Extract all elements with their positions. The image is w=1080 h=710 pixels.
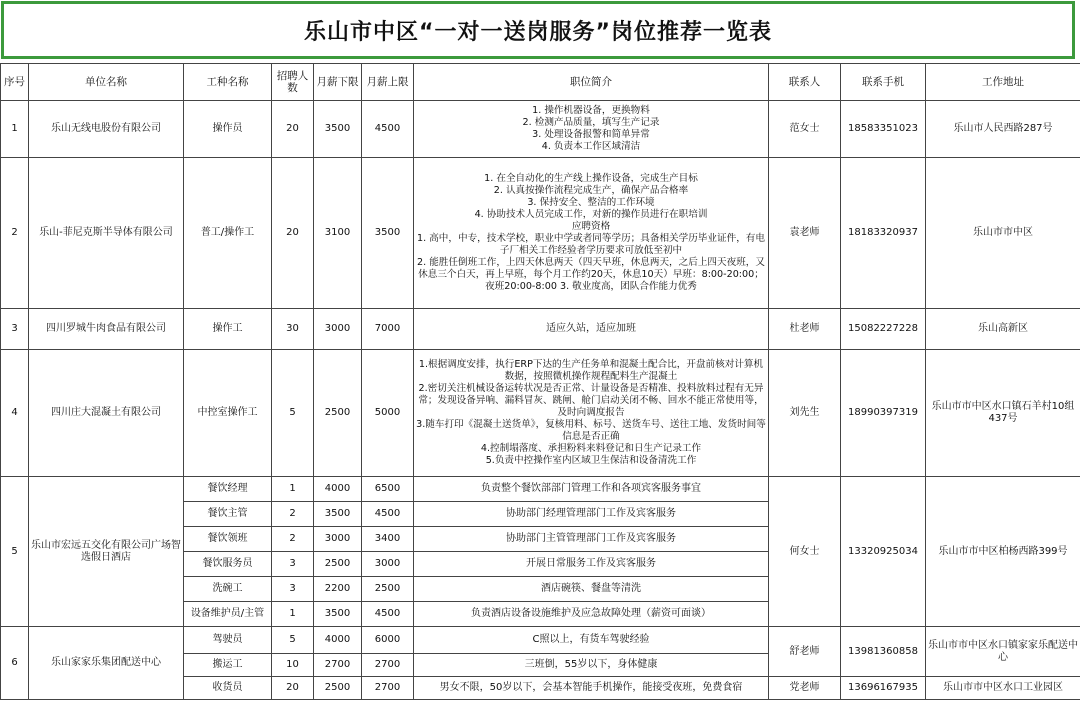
cell-salary-high[interactable]: 4500	[362, 602, 414, 627]
header-job[interactable]: 工种名称	[184, 64, 272, 101]
cell-count[interactable]: 1	[272, 602, 314, 627]
cell-salary-high[interactable]: 2700	[362, 654, 414, 677]
table-row	[1, 158, 1080, 309]
cell-company[interactable]: 乐山无线电股份有限公司	[29, 101, 184, 158]
cell-salary-low[interactable]: 3100	[314, 158, 362, 309]
cell-contact[interactable]: 袁老师	[769, 158, 841, 309]
cell-address[interactable]: 乐山市市中区	[926, 158, 1080, 309]
cell-desc[interactable]	[414, 350, 769, 477]
cell-company[interactable]: 乐山市宏远五交化有限公司广场智选假日酒店	[29, 477, 184, 627]
cell-job[interactable]: 设备维护员/主管	[184, 602, 272, 627]
cell-job[interactable]: 餐饮经理	[184, 477, 272, 502]
page-title: 乐山市中区“一对一送岗服务”岗位推荐一览表	[304, 19, 772, 45]
cell-address[interactable]: 乐山市市中区柏杨西路399号	[926, 477, 1080, 627]
header-address[interactable]: 工作地址	[926, 64, 1080, 101]
cell-salary-high[interactable]: 4500	[362, 502, 414, 527]
cell-desc[interactable]: 男女不限，50岁以下，会基本智能手机操作，能接受夜班，免费食宿	[414, 677, 769, 700]
desc-line: 2.密切关注机械设备运转状况是否正常、计量设备是否精准、投料放料过程有无异常；发现设备异响、漏料冒灰、跳闸、舱门启动关闭不畅、回水不能正常使用等，及时向调度报告	[418, 383, 764, 418]
cell-contact[interactable]: 舒老师	[769, 627, 841, 677]
cell-count[interactable]: 20	[272, 158, 314, 309]
cell-count[interactable]: 20	[272, 677, 314, 700]
cell-count[interactable]: 2	[272, 502, 314, 527]
cell-no[interactable]: 1	[1, 101, 29, 158]
header-company[interactable]: 单位名称	[29, 64, 184, 101]
header-desc[interactable]: 职位简介	[414, 64, 769, 101]
cell-desc[interactable]: 开展日常服务工作及宾客服务	[414, 552, 769, 577]
cell-job[interactable]: 普工/操作工	[184, 158, 272, 309]
header-contact[interactable]: 联系人	[769, 64, 841, 101]
cell-count[interactable]: 5	[272, 627, 314, 654]
cell-job[interactable]: 中控室操作工	[184, 350, 272, 477]
cell-contact[interactable]: 刘先生	[769, 350, 841, 477]
desc-line: 4. 协助技术人员完成工作，对新的操作员进行在职培训	[474, 209, 708, 220]
cell-desc[interactable]: 酒店碗筷、餐盘等清洗	[414, 577, 769, 602]
cell-company[interactable]: 四川罗城牛肉食品有限公司	[29, 309, 184, 350]
cell-salary-low[interactable]: 2500	[314, 552, 362, 577]
desc-line: 1. 操作机器设备，更换物料	[532, 105, 650, 116]
cell-desc[interactable]: 三班倒，55岁以下，身体健康	[414, 654, 769, 677]
cell-count[interactable]: 10	[272, 654, 314, 677]
desc-line: 1.根据调度安排，执行ERP下达的生产任务单和混凝土配合比，开盘前核对计算机数据，按照微机操作规程配料生产混凝土	[418, 359, 764, 382]
cell-salary-high[interactable]: 3400	[362, 527, 414, 552]
cell-address[interactable]: 乐山市市中区水口工业园区	[926, 677, 1080, 700]
cell-desc[interactable]	[414, 158, 769, 309]
cell-contact[interactable]: 党老师	[769, 677, 841, 700]
cell-salary-high[interactable]: 4500	[362, 101, 414, 158]
cell-address[interactable]: 乐山高新区	[926, 309, 1080, 350]
cell-salary-low[interactable]: 3500	[314, 602, 362, 627]
desc-line: 2. 检测产品质量，填写生产记录	[522, 117, 660, 128]
cell-salary-low[interactable]: 2500	[314, 677, 362, 700]
cell-salary-low[interactable]: 2500	[314, 350, 362, 477]
cell-phone[interactable]: 13320925034	[841, 477, 926, 627]
table-row	[1, 477, 1080, 502]
cell-address[interactable]: 乐山市市中区水口镇家家乐配送中心	[926, 627, 1080, 677]
desc-line: 4.控制塌落度、承担粉料来料登记和日生产记录工作	[480, 443, 702, 454]
cell-salary-high[interactable]: 7000	[362, 309, 414, 350]
cell-count[interactable]: 5	[272, 350, 314, 477]
table-row	[1, 350, 1080, 477]
cell-phone[interactable]: 18583351023	[841, 101, 926, 158]
cell-company[interactable]: 乐山家家乐集团配送中心	[29, 627, 184, 700]
table-row	[1, 101, 1080, 158]
header-count[interactable]: 招聘人数	[272, 64, 314, 101]
cell-desc[interactable]: 负责酒店设备设施维护及应急故障处理（薪资可面谈）	[414, 602, 769, 627]
cell-salary-high[interactable]: 6500	[362, 477, 414, 502]
cell-no[interactable]: 3	[1, 309, 29, 350]
cell-salary-high[interactable]: 6000	[362, 627, 414, 654]
cell-salary-low[interactable]: 3500	[314, 101, 362, 158]
cell-no[interactable]: 4	[1, 350, 29, 477]
desc-line: 2. 能胜任倒班工作，上四天休息两天（四天早班，休息两天，之后上四天夜班，又休息三个白天，再上早班，每个月工作约20天，休息10天）早班：8:00-20:00；夜班20:00-8:00 3. 敬业度高，团队合作能力优秀	[417, 257, 765, 292]
cell-salary-low[interactable]: 4000	[314, 627, 362, 654]
cell-job[interactable]: 操作员	[184, 101, 272, 158]
cell-job[interactable]: 餐饮服务员	[184, 552, 272, 577]
cell-salary-low[interactable]: 3500	[314, 502, 362, 527]
cell-desc[interactable]: 协助部门主管管理部门工作及宾客服务	[414, 527, 769, 552]
cell-desc[interactable]: 负责整个餐饮部部门管理工作和各项宾客服务事宜	[414, 477, 769, 502]
cell-desc[interactable]: 适应久站，适应加班	[414, 309, 769, 350]
cell-job[interactable]: 操作工	[184, 309, 272, 350]
title-cell[interactable]	[1, 1, 1075, 59]
cell-phone[interactable]: 15082227228	[841, 309, 926, 350]
cell-job[interactable]: 搬运工	[184, 654, 272, 677]
cell-desc[interactable]: 协助部门经理管理部门工作及宾客服务	[414, 502, 769, 527]
cell-salary-high[interactable]: 3500	[362, 158, 414, 309]
desc-line: 3. 保持安全、整洁的工作环境	[527, 197, 655, 208]
cell-desc[interactable]: C照以上，有货车驾驶经验	[414, 627, 769, 654]
cell-contact[interactable]: 杜老师	[769, 309, 841, 350]
header-row	[1, 64, 1080, 101]
cell-no[interactable]: 6	[1, 627, 29, 700]
cell-phone[interactable]: 18990397319	[841, 350, 926, 477]
cell-phone[interactable]: 13696167935	[841, 677, 926, 700]
desc-line: 5.负责中控操作室内区域卫生保洁和设备清洗工作	[485, 455, 697, 466]
cell-salary-low[interactable]: 3000	[314, 309, 362, 350]
cell-salary-low[interactable]: 2200	[314, 577, 362, 602]
desc-line: 2. 认真按操作流程完成生产，确保产品合格率	[493, 185, 689, 196]
cell-salary-low[interactable]: 2700	[314, 654, 362, 677]
cell-company[interactable]: 四川庄大混凝土有限公司	[29, 350, 184, 477]
cell-job[interactable]: 洗碗工	[184, 577, 272, 602]
header-no[interactable]: 序号	[1, 64, 29, 101]
cell-count[interactable]: 20	[272, 101, 314, 158]
cell-address[interactable]: 乐山市人民西路287号	[926, 101, 1080, 158]
cell-salary-high[interactable]: 2700	[362, 677, 414, 700]
cell-job[interactable]: 餐饮领班	[184, 527, 272, 552]
cell-salary-low[interactable]: 3000	[314, 527, 362, 552]
cell-salary-high[interactable]: 3000	[362, 552, 414, 577]
desc-line: 应聘资格	[571, 221, 611, 232]
desc-line: 1. 高中，中专，技术学校，职业中学或者同等学历；具备相关学历毕业证件，有电子厂相关工作经验者学历要求可放低至初中	[417, 233, 765, 256]
cell-count[interactable]: 3	[272, 552, 314, 577]
jobs-table	[0, 63, 1080, 700]
cell-job[interactable]: 收货员	[184, 677, 272, 700]
table-row	[1, 309, 1080, 350]
cell-job[interactable]: 餐饮主管	[184, 502, 272, 527]
cell-salary-high[interactable]: 2500	[362, 577, 414, 602]
cell-phone[interactable]: 13981360858	[841, 627, 926, 677]
cell-contact[interactable]: 何女士	[769, 477, 841, 627]
cell-count[interactable]: 3	[272, 577, 314, 602]
cell-salary-low[interactable]: 4000	[314, 477, 362, 502]
desc-line: 3.随车打印《混凝土送货单》，复核用料、标号、送货车号、送往工地、发货时间等信息是否正确	[416, 419, 766, 442]
cell-phone[interactable]: 18183320937	[841, 158, 926, 309]
cell-desc[interactable]	[414, 101, 769, 158]
cell-address[interactable]: 乐山市市中区水口镇石羊村10组437号	[926, 350, 1080, 477]
table-row	[1, 627, 1080, 654]
header-salary-high[interactable]: 月薪上限	[362, 64, 414, 101]
cell-count[interactable]: 1	[272, 477, 314, 502]
cell-job[interactable]: 驾驶员	[184, 627, 272, 654]
desc-line: 4. 负责本工作区域清洁	[541, 141, 641, 152]
cell-salary-high[interactable]: 5000	[362, 350, 414, 477]
cell-company[interactable]: 乐山-菲尼克斯半导体有限公司	[29, 158, 184, 309]
cell-no[interactable]: 2	[1, 158, 29, 309]
cell-count[interactable]: 2	[272, 527, 314, 552]
cell-no[interactable]: 5	[1, 477, 29, 627]
header-salary-low[interactable]: 月薪下限	[314, 64, 362, 101]
header-phone[interactable]: 联系手机	[841, 64, 926, 101]
cell-contact[interactable]: 范女士	[769, 101, 841, 158]
desc-line: 3. 处理设备报警和简单异常	[532, 129, 650, 140]
cell-count[interactable]: 30	[272, 309, 314, 350]
desc-line: 1. 在全自动化的生产线上操作设备，完成生产目标	[484, 173, 698, 184]
